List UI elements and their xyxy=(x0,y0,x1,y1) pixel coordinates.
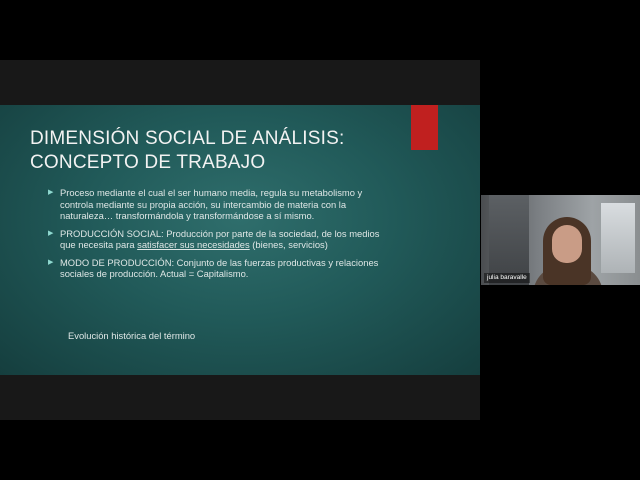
participant-face xyxy=(552,225,582,263)
bullet-arrow-icon: ▶ xyxy=(48,229,54,237)
bullet-arrow-icon: ▶ xyxy=(48,189,54,196)
participant-name-label: julia baravalle xyxy=(484,273,530,283)
underlined-phrase: satisfacer sus necesidades xyxy=(137,239,250,250)
screen-share-area xyxy=(0,60,480,420)
bullet-arrow-icon: ▶ xyxy=(48,258,54,266)
slide-accent-bar xyxy=(411,105,438,150)
background-window xyxy=(601,203,635,273)
slide-title-line-2: CONCEPTO DE TRABAJO xyxy=(30,152,266,173)
bullet-item xyxy=(48,187,396,222)
presentation-slide xyxy=(0,105,480,375)
bullet-item xyxy=(48,257,396,280)
slide-title-line-1: DIMENSIÓN SOCIAL DE ANÁLISIS: xyxy=(30,128,345,149)
bullet-text: PRODUCCIÓN SOCIAL: Producción por parte de la sociedad, de los medios que necesita para xyxy=(60,227,380,250)
slide-bullet-list xyxy=(48,187,396,286)
bullet-text: MODO DE PRODUCCIÓN: Conjunto de las fuerzas productivas y relaciones sociales de producción. Actual = Capitalismo. xyxy=(60,256,379,279)
slide-footnote: Evolución histórica del término xyxy=(68,330,196,341)
bullet-text: (bienes, servicios) xyxy=(249,239,328,250)
slide-title xyxy=(30,127,400,175)
bullet-item xyxy=(48,228,396,251)
bullet-text: Proceso mediante el cual el ser humano media, regula su metabolismo y controla mediante su propia acción, su intercambio de materia con la naturaleza… transformándola y transformándose a sí mismo. xyxy=(60,187,363,221)
participant-video-tile[interactable] xyxy=(481,195,640,285)
background-wall xyxy=(489,195,529,285)
